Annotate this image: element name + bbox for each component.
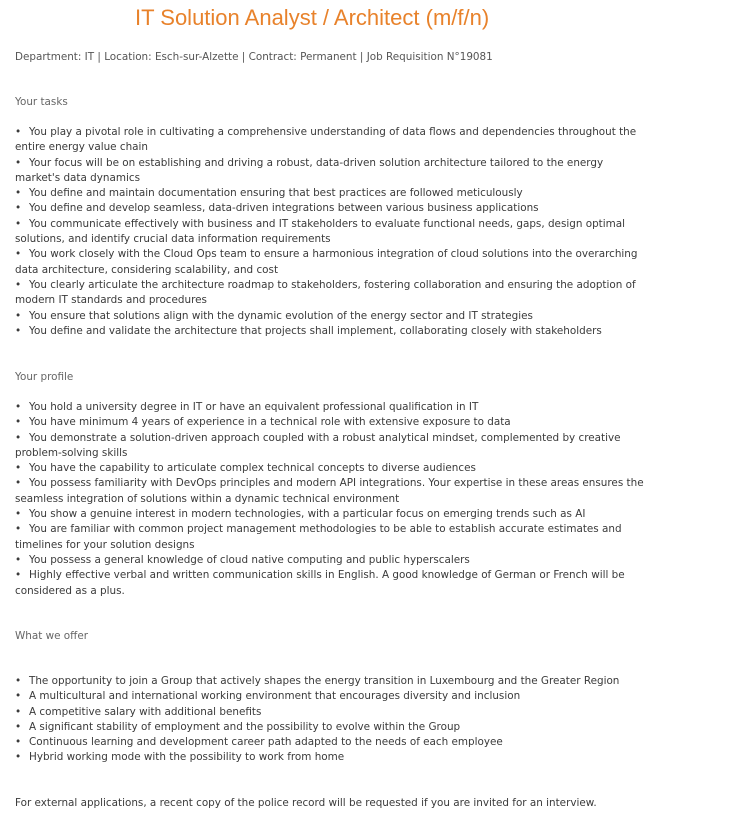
page-title: IT Solution Analyst / Architect (m/f/n) [135, 5, 490, 30]
list-item [15, 507, 650, 522]
list-item-text: Highly effective verbal and written communication skills in English. A good knowledge of German or French will be considered as a plus. [15, 569, 625, 597]
bullet-icon: • [15, 720, 22, 733]
list-item-text: You possess familiarity with DevOps principles and modern API integrations. Your expertise in these areas ensures the seamless integration of solutions within a dynamic technical environment [15, 477, 644, 505]
list-item-text: You possess a general knowledge of cloud native computing and public hyperscalers [29, 553, 470, 566]
bullet-icon: • [15, 736, 22, 749]
list-item-text: You work closely with the Cloud Ops team to ensure a harmonious integration of cloud solutions into the overarching data architecture, considering scalability, and cost [15, 248, 638, 276]
profile-list [15, 400, 650, 599]
bullet-icon: • [15, 523, 22, 536]
list-item [15, 217, 650, 248]
bullet-icon: • [15, 675, 22, 687]
list-item [15, 735, 650, 750]
list-item [15, 568, 650, 599]
list-item-text: You ensure that solutions align with the dynamic evolution of the energy sector and IT strategies [29, 309, 533, 322]
list-item [15, 201, 650, 216]
offer-list [15, 674, 650, 766]
bullet-icon: • [15, 217, 22, 230]
bullet-icon: • [15, 751, 22, 764]
bullet-icon: • [15, 278, 22, 291]
list-item [15, 553, 650, 568]
bullet-icon: • [15, 705, 22, 718]
list-item-text: A significant stability of employment and the possibility to evolve within the Group [29, 720, 461, 733]
tasks-heading: Your tasks [15, 96, 68, 108]
bullet-icon: • [15, 202, 22, 215]
bullet-icon: • [15, 462, 22, 475]
list-item [15, 476, 650, 507]
list-item [15, 522, 650, 553]
bullet-icon: • [15, 248, 22, 261]
list-item-text: The opportunity to join a Group that actively shapes the energy transition in Luxembourg and the Greater Region [29, 675, 620, 687]
list-item [15, 400, 650, 415]
list-item-text: You show a genuine interest in modern technologies, with a particular focus on emerging trends such as AI [29, 508, 586, 521]
list-item [15, 247, 650, 278]
list-item-text: You communicate effectively with business and IT stakeholders to evaluate functional needs, gaps, design optimal solutions, and identify crucial data information requirements [15, 217, 626, 246]
list-item-text: You define and validate the architecture that projects shall implement, collaborating closely with stakeholders [29, 324, 602, 337]
list-item [15, 705, 650, 720]
list-item [15, 674, 650, 689]
list-item-text: Hybrid working mode with the possibility to work from home [29, 751, 345, 764]
list-item [15, 324, 650, 339]
list-item [15, 156, 650, 187]
bullet-icon: • [15, 569, 22, 582]
bullet-icon: • [15, 508, 22, 521]
list-item [15, 750, 650, 765]
list-item [15, 689, 650, 704]
bullet-icon: • [15, 324, 22, 337]
list-item [15, 125, 650, 156]
list-item-text: Continuous learning and development career path adapted to the needs of each employee [29, 736, 503, 749]
bullet-icon: • [15, 156, 22, 169]
list-item-text: A multicultural and international working environment that encourages diversity and inclusion [29, 690, 521, 703]
list-item-text: You hold a university degree in IT or have an equivalent professional qualification in IT [29, 401, 479, 413]
list-item-text: A competitive salary with additional benefits [29, 705, 262, 718]
job-meta-line: Department: IT | Location: Esch-sur-Alzette | Contract: Permanent | Job Requisition N°19081 [15, 51, 493, 63]
list-item-text: You have minimum 4 years of experience in a technical role with extensive exposure to data [29, 416, 511, 429]
list-item-text: You have the capability to articulate complex technical concepts to diverse audiences [29, 462, 476, 475]
bullet-icon: • [15, 553, 22, 566]
list-item [15, 278, 650, 309]
list-item [15, 309, 650, 324]
list-item-text: You clearly articulate the architecture roadmap to stakeholders, fostering collaboration and ensuring the adoption of modern IT standards and procedures [15, 278, 636, 307]
bullet-icon: • [15, 477, 22, 490]
list-item-text: You define and develop seamless, data-driven integrations between various business applications [29, 202, 539, 215]
bullet-icon: • [15, 690, 22, 703]
footer-note: For external applications, a recent copy of the police record will be requested if you are invited for an interview. [15, 797, 597, 809]
list-item [15, 461, 650, 476]
profile-heading: Your profile [15, 371, 74, 383]
bullet-icon: • [15, 187, 22, 200]
list-item [15, 415, 650, 430]
bullet-icon: • [15, 309, 22, 322]
bullet-icon: • [15, 401, 22, 413]
list-item [15, 720, 650, 735]
bullet-icon: • [15, 416, 22, 429]
list-item-text: You play a pivotal role in cultivating a comprehensive understanding of data flows and dependencies throughout the entire energy value chain [15, 126, 637, 154]
bullet-icon: • [15, 126, 22, 138]
list-item [15, 186, 650, 201]
list-item-text: You are familiar with common project management methodologies to be able to establish accurate estimates and timelines for your solution designs [15, 523, 622, 551]
list-item-text: You define and maintain documentation ensuring that best practices are followed meticulously [29, 187, 523, 200]
bullet-icon: • [15, 431, 22, 444]
tasks-list [15, 125, 650, 339]
offer-heading: What we offer [15, 630, 88, 642]
list-item-text: You demonstrate a solution-driven approach coupled with a robust analytical mindset, complemented by creative problem-solving skills [15, 431, 621, 459]
list-item-text: Your focus will be on establishing and driving a robust, data-driven solution architecture tailored to the energy market's data dynamics [15, 156, 604, 184]
list-item [15, 431, 650, 462]
